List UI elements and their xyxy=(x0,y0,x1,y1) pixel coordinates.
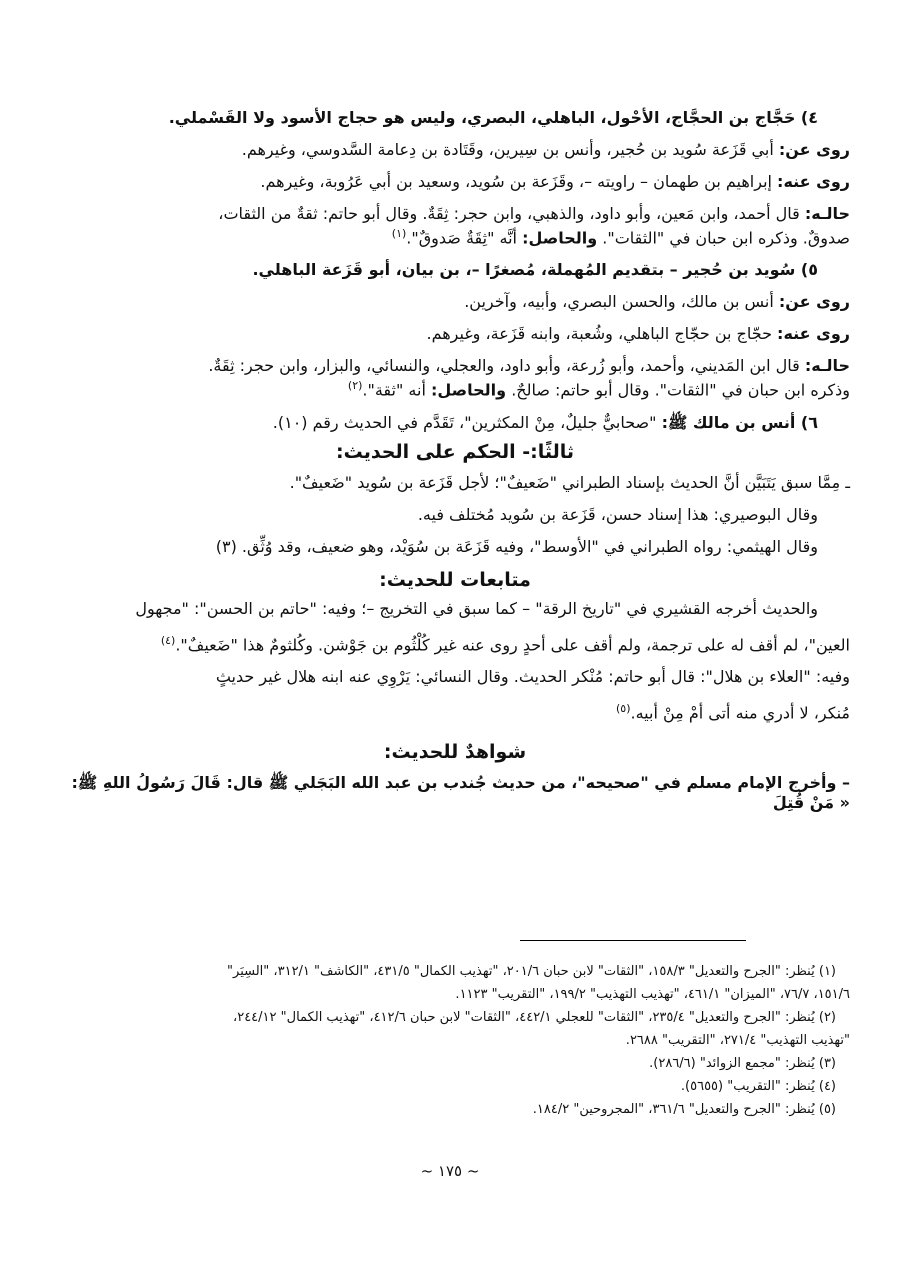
haluhu-text: قال أحمد، وابن مَعين، وأبو داود، والذهبي، وابن حجر: ثِقَةٌ. وقال أبو حاتم: ثقةٌ من الثقات، xyxy=(218,204,805,223)
main-text xyxy=(60,108,850,813)
narrator-5-title: ٥) سُويد بن حُجير – بتقديم المُهملة، مُصغرًا –، بن بيان، أبو قَزَعة الباهلي. xyxy=(252,260,818,280)
conclusion-label: والحاصل: xyxy=(522,228,598,248)
narrator-4-haluhu-cont xyxy=(60,224,850,248)
ruling-paragraph-3: وقال الهيثمي: رواه الطبراني في "الأوسط"، وفيه قَزَعَة بن سُوَيْد، وهو ضعيف، وقد وُثِّق. (٣) xyxy=(215,536,818,556)
haluhu-text-2a: وذكره ابن حبان في "الثقات". وقال أبو حاتم: صالحٌ. xyxy=(506,380,850,400)
narrator-6-text: "صحابيٌّ جليلٌ، مِنْ المكثرين"، تَقَدَّم في الحديث رقم (١٠). xyxy=(272,412,662,432)
narrator-4-rawa-anhu xyxy=(60,172,850,192)
section-heading-ruling: ثالثًا:- الحكم على الحديث: xyxy=(335,440,575,463)
rawa-an-label: روى عن: xyxy=(778,140,850,159)
section-heading-followups: متابعات للحديث: xyxy=(379,568,531,591)
footnote-ref-1[interactable]: (١) xyxy=(391,227,407,240)
rawa-an-text: أنس بن مالك، والحسن البصري، وأبيه، وآخرين. xyxy=(464,292,779,312)
footnote-1-line-2: ١٥١/٦، ٧٦/٧، "الميزان" ٤٦١/١، "تهذيب التهذيب" ١٩٩/٢، "التقريب" ١١٢٣. xyxy=(455,987,850,1002)
followups-line-1: والحديث أخرجه القشيري في "تاريخ الرقة" – كما سبق في التخريج –؛ وفيه: "حاتم بن الحسن": "مجهول xyxy=(135,598,818,618)
haluhu-text-2a: صدوقٌ. وذكره ابن حبان في "الثقات". xyxy=(597,228,850,248)
rawa-an-text: أبي قَزَعة سُويد بن حُجير، وأنس بن سِيرين، وقَتَادة بن دِعامة السَّدوسي، وغيرهم. xyxy=(241,140,779,159)
rawa-anhu-label: روى عنه: xyxy=(777,324,850,344)
narrator-5-haluhu xyxy=(60,356,850,376)
footnotes xyxy=(60,960,850,1121)
narrator-6-title: ٦) أنس بن مالك ﷺ: xyxy=(661,412,818,432)
haluhu-text-2b: أنَّه "ثِقَةٌ صَدوقٌ". xyxy=(406,228,523,248)
conclusion-label: والحاصل: xyxy=(430,380,507,400)
footnote-3: (٣) يُنظر: "مجمع الزوائد" (٢٨٦/٦). xyxy=(649,1056,836,1071)
page-number: ~ ١٧٥ ~ xyxy=(420,1162,480,1180)
narrator-4-rawa-an xyxy=(60,140,850,160)
narrator-6 xyxy=(60,413,850,433)
haluhu-text: قال ابن المَديني، وأحمد، وأبو زُرعة، وأبو داود، والعجلي، والنسائي، والبزار، وابن حجر: ثِقَةٌ. xyxy=(208,356,805,376)
section-heading-witnesses: شواهدٌ للحديث: xyxy=(383,741,527,764)
footnote-2-line-2: "تهذيب التهذيب" ٢٧١/٤، "التقريب" ٢٦٨٨. xyxy=(625,1033,850,1048)
followups-line-2 xyxy=(60,631,850,655)
rawa-an-label: روى عن: xyxy=(778,292,850,312)
narrator-5-rawa-anhu xyxy=(60,324,850,344)
footnote-ref-4[interactable]: (٤) xyxy=(160,633,176,647)
footnote-ref-5[interactable]: (٥) xyxy=(616,701,631,715)
rawa-anhu-text: إبراهيم بن طهمان – راويته –، وقَزَعة بن سُويد، وسعيد بن أبي عَرُوبة، وغيرهم. xyxy=(260,172,778,191)
haluhu-label: حالـه: xyxy=(804,204,850,223)
footnote-1-line-1: (١) يُنظر: "الجرح والتعديل" ١٥٨/٣، "الثقات" لابن حبان ٢٠١/٦، "تهذيب الكمال" ٤٣١/٥، "الكاشف" ٣١٢/١، "السِيَر" xyxy=(227,964,836,979)
narrator-5-haluhu-cont xyxy=(60,376,850,400)
narrator-5-rawa-an xyxy=(60,292,850,312)
rawa-anhu-text: حجّاج بن حجّاج الباهلي، وشُعبة، وابنه قَزَعة، وغيرهم. xyxy=(426,324,778,344)
footnote-2-line-1: (٢) يُنظر: "الجرح والتعديل" ٢٣٥/٤، "الثقات" للعجلي ٤٤٢/١، "الثقات" لابن حبان ٤١٢/٦، "تهذيب الكمال" ٢٤٤/١٢، xyxy=(233,1010,836,1025)
narrator-4-title: ٤) حَجَّاج بن الحجَّاج، الأحْول، الباهلي، البصري، وليس هو حجاج الأسود ولا القَسْملي. xyxy=(168,108,818,127)
ruling-paragraph-2: وقال البوصيري: هذا إسناد حسن، قَزَعة بن سُويد مُختلف فيه. xyxy=(417,504,818,524)
narrator-4-haluhu xyxy=(60,204,850,224)
followups-line-4 xyxy=(60,699,850,723)
followups-line-2-text: العين"، لم أقف له على ترجمة، ولم أقف على أحدٍ روى عنه غير كُلْثُوم بن جَوْشن. وكُلثومٌ هذا "ضَعيفٌ". xyxy=(175,634,850,654)
footnote-divider xyxy=(520,940,746,941)
ruling-paragraph-1: ـ مِمَّا سبق يَتَبَيَّن أنَّ الحديث بإسناد الطبراني "ضَعيفٌ"؛ لأجل قَزَعة بن سُويد "ضَعيفٌ". xyxy=(289,472,850,492)
witnesses-line-1: – وأخرج الإمام مسلم في "صحيحه"، من حديث جُندب بن عبد الله البَجَلي ﷺ قال: قَالَ رَسُولُ اللهِ ﷺ: « مَنْ قُتِلَ xyxy=(71,773,850,813)
haluhu-label: حالـه: xyxy=(804,356,850,376)
footnote-5: (٥) يُنظر: "الجرح والتعديل" ٣٦١/٦، "المجروحين" ١٨٤/٢. xyxy=(532,1102,836,1117)
haluhu-text-2b: أنه "ثقة". xyxy=(362,380,431,400)
footnote-4: (٤) يُنظر: "التقريب" (٥٦٥٥). xyxy=(680,1079,836,1094)
followups-line-4-text: مُنكر، لا أدري منه أتى أمْ مِنْ أبيه. xyxy=(630,703,850,723)
rawa-anhu-label: روى عنه: xyxy=(777,172,850,191)
footnote-ref-2[interactable]: (٢) xyxy=(347,379,363,393)
followups-line-3: وفيه: "العلاء بن هلال": قال أبو حاتم: مُنْكر الحديث. وقال النسائي: يَرْوِي عنه ابنه هلال غير حديثٍ xyxy=(215,666,850,686)
